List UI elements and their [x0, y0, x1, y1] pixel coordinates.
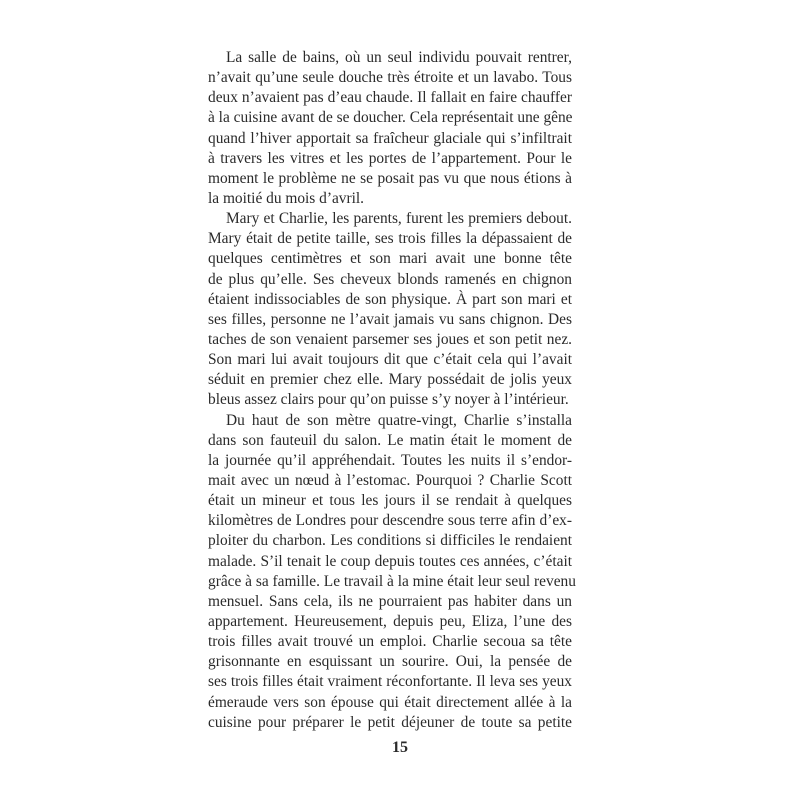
- text-line: étaient indissociables de son physique. À part son mari et: [208, 290, 572, 308]
- text-line: ploiter du charbon. Les conditions si difficiles le rendaient: [208, 532, 572, 550]
- text-line: grisonnante en esquissant un sourire. Oui, la pensée de: [208, 653, 572, 671]
- text-line: cuisine pour préparer le petit déjeuner de toute sa petite: [208, 713, 572, 731]
- text-line: à la cuisine avant de se doucher. Cela représentait une gêne: [208, 109, 573, 127]
- text-line: mait avec un nœud à l’estomac. Pourquoi ? Charlie Scott: [208, 471, 572, 489]
- text-line: la journée qu’il appréhendait. Toutes les nuits il s’endor-: [208, 451, 572, 469]
- text-line: Mary et Charlie, les parents, furent les premiers debout.: [226, 210, 572, 228]
- text-line: deux n’avaient pas d’eau chaude. Il fallait en faire chauffer: [208, 89, 572, 107]
- text-line: la moitié du mois d’avril.: [208, 189, 365, 207]
- text-line: était un mineur et tous les jours il se rendait à quelques: [208, 492, 572, 510]
- page-number: 15: [392, 739, 408, 756]
- text-line: dans son fauteuil du salon. Le matin était le moment de: [208, 431, 572, 449]
- text-line: Mary était de petite taille, ses trois filles la dépassaient de: [208, 230, 572, 248]
- text-line: taches de son venaient parsemer ses joues et son petit nez.: [208, 330, 572, 348]
- text-line: malade. S’il tenait le coup depuis toutes ces années, c’était: [208, 552, 572, 570]
- text-line: quand l’hiver apportait sa fraîcheur glaciale qui s’infiltrait: [208, 129, 572, 147]
- text-line: n’avait qu’une seule douche très étroite et un lavabo. Tous: [208, 69, 572, 87]
- text-line: émeraude vers son épouse qui était directement allée à la: [208, 693, 572, 711]
- text-line: bleus assez clairs pour qu’on puisse s’y noyer à l’intérieur.: [208, 391, 569, 409]
- text-line: kilomètres de Londres pour descendre sous terre afin d’ex-: [208, 512, 572, 530]
- text-line: Du haut de son mètre quatre-vingt, Charlie s’installa: [226, 411, 572, 429]
- paragraph-1: [208, 48, 572, 209]
- text-line: moment le problème ne se posait pas vu que nous étions à: [208, 169, 572, 187]
- text-line: ses trois filles était vraiment réconfortante. Il leva ses yeux: [208, 673, 572, 691]
- text-line: grâce à sa famille. Le travail à la mine était leur seul revenu: [208, 572, 576, 590]
- text-line: à travers les vitres et les portes de l’appartement. Pour le: [208, 149, 572, 167]
- text-line: séduit en premier chez elle. Mary possédait de jolis yeux: [208, 371, 572, 389]
- text-line: appartement. Heureusement, depuis peu, Eliza, l’une des: [208, 612, 572, 630]
- body-text: [208, 48, 576, 733]
- text-line: ses filles, personne ne l’avait jamais vu sans chignon. Des: [208, 310, 572, 328]
- text-line: La salle de bains, où un seul individu pouvait rentrer,: [226, 49, 572, 66]
- text-line: mensuel. Sans cela, ils ne pourraient pas habiter dans un: [208, 592, 572, 610]
- text-line: quelques centimètres et son mari avait une bonne tête: [208, 250, 572, 268]
- paragraph-3: [208, 411, 576, 733]
- text-line: de plus qu’elle. Ses cheveux blonds ramenés en chignon: [208, 270, 572, 288]
- text-line: trois filles avait trouvé un emploi. Charlie secoua sa tête: [208, 633, 572, 651]
- text-line: Son mari lui avait toujours dit que c’était cela qui l’avait: [208, 351, 572, 369]
- paragraph-2: [208, 209, 572, 410]
